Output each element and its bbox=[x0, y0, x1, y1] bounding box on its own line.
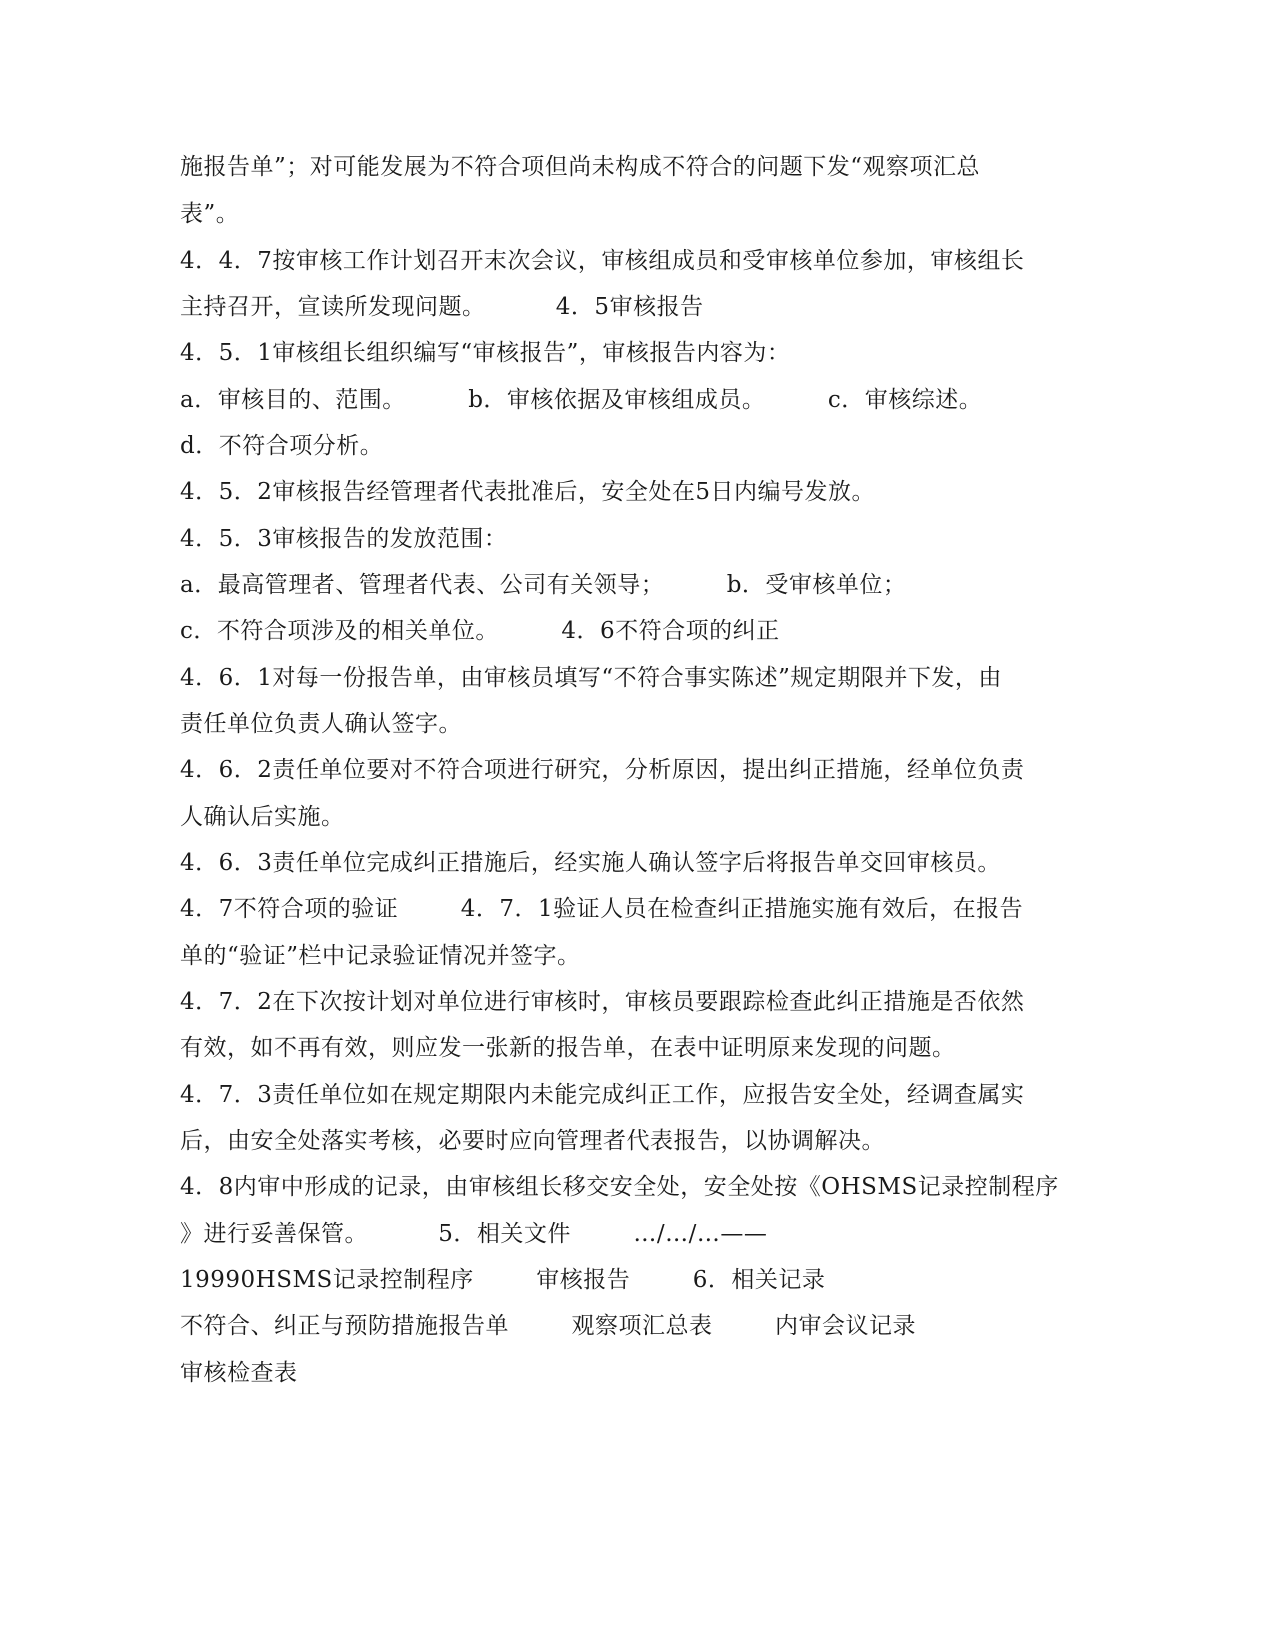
text-line: 责任单位负责人确认签字。 bbox=[180, 711, 462, 737]
text-line: 审核检查表 bbox=[180, 1360, 298, 1386]
text-line: 19990HSMS记录控制程序 审核报告 6．相关记录 bbox=[180, 1267, 826, 1293]
text-line: 主持召开，宣读所发现问题。 4．5审核报告 bbox=[180, 294, 704, 320]
text-line: 单的“验证”栏中记录验证情况并签字。 bbox=[180, 943, 581, 969]
text-line: c．不符合项涉及的相关单位。 4．6不符合项的纠正 bbox=[180, 618, 780, 644]
text-line: 4．6．3责任单位完成纠正措施后，经实施人确认签字后将报告单交回审核员。 bbox=[180, 850, 1001, 876]
text-line: 4．4．7按审核工作计划召开末次会议，审核组成员和受审核单位参加，审核组长 bbox=[180, 248, 1025, 274]
text-line: d．不符合项分析。 bbox=[180, 433, 384, 459]
text-line: a．最高管理者、管理者代表、公司有关领导； b．受审核单位； bbox=[180, 572, 907, 598]
text-line: 4．5．2审核报告经管理者代表批准后，安全处在5日内编号发放。 bbox=[180, 479, 876, 505]
text-line: a．审核目的、范围。 b．审核依据及审核组成员。 c．审核综述。 bbox=[180, 387, 983, 413]
text-line: 施报告单”；对可能发展为不符合项但尚未构成不符合的问题下发“观察项汇总 bbox=[180, 154, 981, 180]
text-line: 4．7．2在下次按计划对单位进行审核时，审核员要跟踪检查此纠正措施是否依然 bbox=[180, 989, 1025, 1015]
text-line: 人确认后实施。 bbox=[180, 804, 345, 830]
text-line: 后，由安全处落实考核，必要时应向管理者代表报告，以协调解决。 bbox=[180, 1128, 885, 1154]
text-line: 不符合、纠正与预防措施报告单 观察项汇总表 内审会议记录 bbox=[180, 1313, 916, 1339]
text-line: 4．6．2责任单位要对不符合项进行研究，分析原因，提出纠正措施，经单位负责 bbox=[180, 757, 1025, 783]
text-line: 4．5．1审核组长组织编写“审核报告”，审核报告内容为： bbox=[180, 340, 791, 366]
text-line: 有效，如不再有效，则应发一张新的报告单，在表中证明原来发现的问题。 bbox=[180, 1035, 956, 1061]
text-line: 4．7不符合项的验证 4．7．1验证人员在检查纠正措施实施有效后，在报告 bbox=[180, 896, 1024, 922]
text-line: 4．5．3审核报告的发放范围： bbox=[180, 526, 508, 552]
text-line: 4．8内审中形成的记录，由审核组长移交安全处，安全处按《OHSMS记录控制程序 bbox=[180, 1174, 1059, 1200]
text-line: 》进行妥善保管。 5．相关文件 …/…/…—— bbox=[180, 1221, 768, 1247]
text-line: 4．6．1对每一份报告单，由审核员填写“不符合事实陈述”规定期限并下发，由 bbox=[180, 665, 1002, 691]
text-line: 4．7．3责任单位如在规定期限内未能完成纠正工作，应报告安全处，经调查属实 bbox=[180, 1082, 1025, 1108]
text-line: 表”。 bbox=[180, 201, 240, 227]
